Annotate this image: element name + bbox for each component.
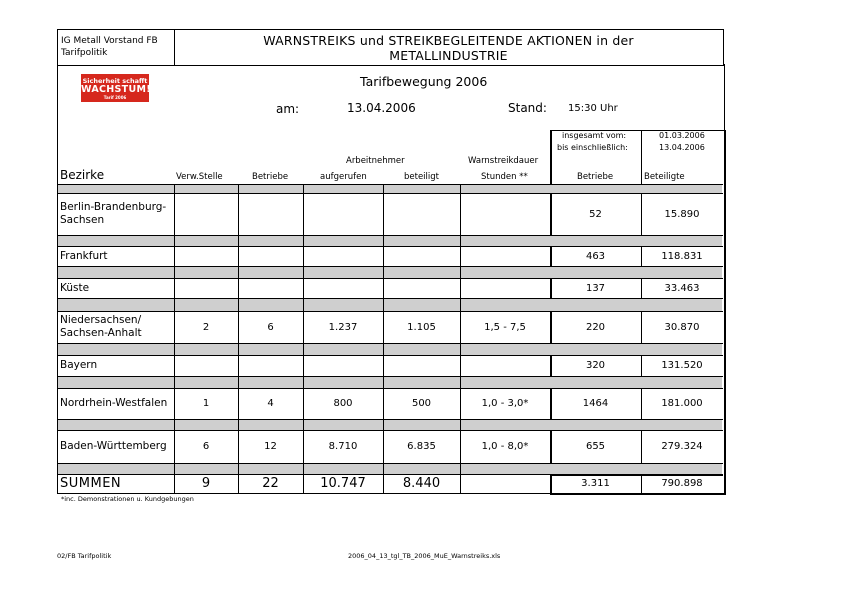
bezirk-label xyxy=(60,278,89,298)
cell-verw: 2 xyxy=(202,321,210,333)
cell-betriebe: 6 xyxy=(267,321,274,333)
cell-total_betriebe: 137 xyxy=(585,282,606,294)
summen-total_beteiligte: 790.898 xyxy=(661,477,703,489)
cell-aufgerufen: 8.710 xyxy=(328,441,358,452)
separator-band xyxy=(58,235,722,246)
col-verw: Verw.Stelle xyxy=(176,172,223,182)
row-line xyxy=(57,184,723,185)
separator-band xyxy=(58,184,722,193)
col-bezirke: Bezirke xyxy=(60,168,105,182)
document-title: WARNSTREIKS und STREIKBEGLEITENDE AKTIONEN in der METALLINDUSTRIE xyxy=(174,29,724,66)
footer-left: 02/FB Tarifpolitik xyxy=(57,552,112,560)
totals-to-label: bis einschließlich: xyxy=(557,143,628,152)
col-aufgerufen: aufgerufen xyxy=(320,172,367,182)
bezirk-label-line: Berlin-Brandenburg- xyxy=(60,201,167,213)
cell-betriebe: 4 xyxy=(267,398,274,409)
summen-label: SUMMEN xyxy=(60,475,122,491)
cell-betriebe: 12 xyxy=(264,441,277,452)
row-line xyxy=(57,235,723,236)
bezirk-label-line: Sachsen xyxy=(60,214,105,226)
bezirk-label-line: Baden-Württemberg xyxy=(60,440,167,452)
col-beteiligt: beteiligt xyxy=(404,172,440,182)
bezirk-label xyxy=(60,388,167,419)
bezirk-label-line: Bayern xyxy=(60,359,98,371)
cell-total_betriebe: 463 xyxy=(585,250,606,262)
cell-verw: 6 xyxy=(202,441,210,452)
stand-label: Stand: xyxy=(508,101,547,115)
row-line xyxy=(57,419,723,420)
separator-band xyxy=(58,343,722,355)
campaign-logo: Sicherheit schafft WACHSTUM! Tarif 2006 xyxy=(81,74,149,102)
row-line xyxy=(57,463,723,464)
col-total-betriebe: Betriebe xyxy=(577,172,614,182)
row-line xyxy=(57,343,723,344)
footer-filename: 2006_04_13_tgl_TB_2006_MuE_Warnstreiks.xls xyxy=(348,552,501,560)
cell-stunden: 1,5 - 7,5 xyxy=(484,321,526,333)
date-value: 13.04.2006 xyxy=(347,101,416,115)
cell-total_beteiligte: 33.463 xyxy=(664,282,700,294)
summen-verw: 9 xyxy=(201,475,211,491)
summen-aufgerufen: 10.747 xyxy=(320,475,366,491)
totals-from-label: insgesamt vom: xyxy=(562,131,627,140)
col-arbeitnehmer: Arbeitnehmer xyxy=(346,156,405,166)
cell-stunden: 1,0 - 8,0* xyxy=(481,441,529,452)
separator-band xyxy=(58,298,722,311)
cell-beteiligt: 1.105 xyxy=(407,321,436,333)
date-label: am: xyxy=(276,102,300,116)
subtitle: Tarifbewegung 2006 xyxy=(360,74,488,89)
summen-total_betriebe: 3.311 xyxy=(581,477,610,489)
cell-total_betriebe: 220 xyxy=(585,321,606,333)
cell-beteiligt: 500 xyxy=(411,398,432,409)
cell-total_beteiligte: 181.000 xyxy=(661,398,703,409)
bezirk-label-line: Niedersachsen/ xyxy=(60,314,142,326)
row-line xyxy=(57,376,723,377)
bezirk-label xyxy=(60,246,108,266)
row-line xyxy=(57,266,723,267)
cell-total_betriebe: 52 xyxy=(589,208,602,220)
summen-top-line xyxy=(550,474,723,476)
cell-total_beteiligte: 131.520 xyxy=(661,360,703,371)
bezirk-label-line: Küste xyxy=(60,281,90,294)
totals-from-date: 01.03.2006 xyxy=(659,131,705,140)
col-warnstreikdauer: Warnstreikdauer xyxy=(468,156,539,166)
cell-beteiligt: 6.835 xyxy=(407,441,436,452)
separator-band xyxy=(58,463,722,474)
col-stunden: Stunden ** xyxy=(481,172,528,182)
summen-beteiligt: 8.440 xyxy=(402,475,441,491)
cell-total_betriebe: 1464 xyxy=(582,398,609,409)
cell-total_beteiligte: 118.831 xyxy=(661,250,703,262)
org-name: IG Metall Vorstand FB Tarifpolitik xyxy=(61,36,158,58)
bezirk-label-line: Frankfurt xyxy=(60,249,108,262)
separator-band xyxy=(58,266,722,278)
bezirk-label xyxy=(60,193,166,235)
cell-total_beteiligte: 279.324 xyxy=(661,441,703,452)
separator-band xyxy=(58,376,722,388)
bezirk-label-line: Nordrhein-Westfalen xyxy=(60,397,168,409)
col-total-beteiligte: Beteiligte xyxy=(644,172,685,182)
cell-total_betriebe: 320 xyxy=(585,360,606,371)
summen-betriebe: 22 xyxy=(262,475,279,491)
cell-total_betriebe: 655 xyxy=(585,441,606,452)
row-line xyxy=(57,298,723,299)
bezirk-label xyxy=(60,355,97,376)
cell-aufgerufen: 1.237 xyxy=(328,321,358,333)
separator-band xyxy=(58,419,722,430)
cell-stunden: 1,0 - 3,0* xyxy=(481,398,529,409)
bezirk-label xyxy=(60,311,142,343)
bezirk-label-line: Sachsen-Anhalt xyxy=(60,327,142,339)
col-betriebe: Betriebe xyxy=(252,172,289,182)
stand-time: 15:30 Uhr xyxy=(568,103,618,114)
footnote: *inc. Demonstrationen u. Kundgebungen xyxy=(61,495,194,503)
cell-verw: 1 xyxy=(202,398,210,409)
cell-total_beteiligte: 30.870 xyxy=(664,321,700,333)
bezirk-label xyxy=(60,430,167,463)
cell-total_beteiligte: 15.890 xyxy=(664,208,700,220)
cell-aufgerufen: 800 xyxy=(333,398,353,409)
totals-to-date: 13.04.2006 xyxy=(659,143,705,152)
